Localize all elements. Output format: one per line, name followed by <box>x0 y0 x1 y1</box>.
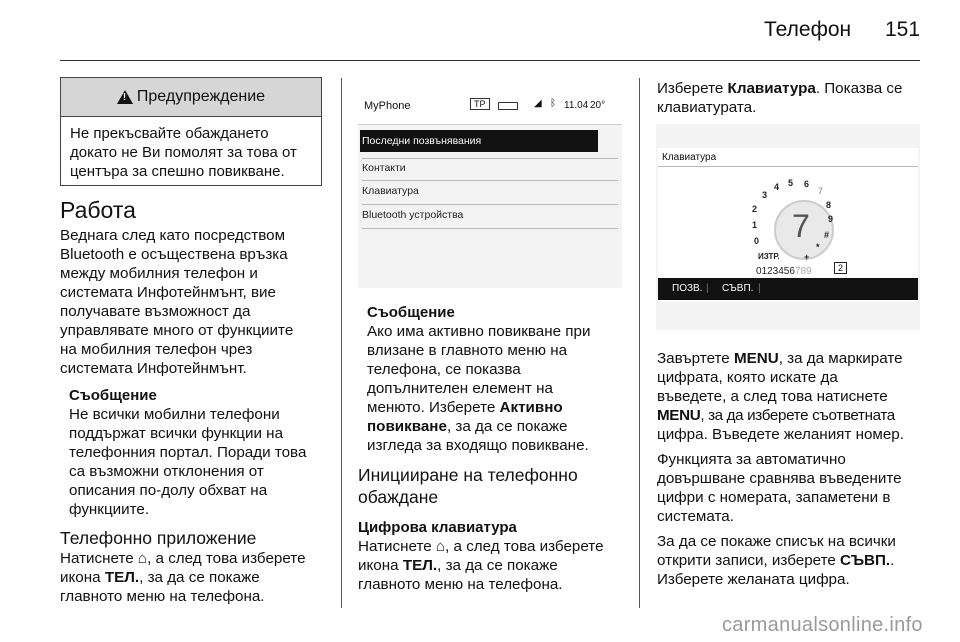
dial-digit[interactable]: 7 <box>818 186 824 196</box>
dial-digit[interactable]: * <box>816 242 820 252</box>
home-icon: ⌂ <box>435 538 446 555</box>
warning-box <box>60 77 322 186</box>
text-line: Веднага след като посредством <box>60 227 286 244</box>
column-1 <box>60 197 335 606</box>
divider <box>362 180 618 181</box>
text-line: менюто. Изберете Активно <box>367 399 563 416</box>
text-line: са възможни отклонения от <box>69 463 264 480</box>
text-line: икона ТЕЛ., за да се покаже <box>60 569 260 586</box>
text-line: Изберете Клавиатура. Показва се <box>657 80 903 97</box>
text-line: повикване, за да се покаже <box>367 418 568 435</box>
text-line: на мобилния телефон чрез <box>60 341 253 358</box>
header-rule <box>60 60 920 61</box>
text-line: функциите. <box>69 501 150 518</box>
dial-digit[interactable]: 3 <box>762 190 768 200</box>
separator: | <box>758 283 761 294</box>
divider <box>362 158 618 159</box>
watermark: carmanualsonline.info <box>722 614 923 636</box>
text-line: довършване сравнява въведените <box>657 470 902 487</box>
text-line: Не всички мобилни телефони <box>69 406 280 423</box>
status-bar <box>358 92 622 125</box>
text-line: цифри с номерата, запаметени в <box>657 489 891 506</box>
text-line: поддържат всички функции на <box>69 425 284 442</box>
text-line: За да се покаже списък на всички <box>657 533 896 550</box>
entered-number: 0123456789 <box>756 266 812 277</box>
text-line: цифрата, която искате да <box>657 369 838 386</box>
divider <box>362 204 618 205</box>
warning-text: Не прекъсвайте обаждането докато не Ви помолят за това от центъра за спешно повикване. <box>70 125 297 180</box>
text-line: системата. <box>657 508 734 525</box>
dial-digit[interactable]: 1 <box>752 220 758 230</box>
page-number: 151 <box>885 18 921 41</box>
phone-menu-screenshot <box>358 92 622 288</box>
text-line: Функцията за автоматично <box>657 451 846 468</box>
note-block <box>69 386 335 519</box>
bluetooth-icon: ᛒ <box>550 98 556 109</box>
column-3-top <box>657 79 922 117</box>
match-button[interactable]: СЪВП. <box>722 283 754 294</box>
text-line: получавате възможност да <box>60 303 251 320</box>
text-line: системата Инфотейнмънт. <box>60 360 247 377</box>
divider <box>658 166 918 167</box>
warning-header <box>61 78 321 117</box>
warning-title: Предупреждение <box>136 88 266 105</box>
text-line: влизане в главното меню на <box>367 342 568 359</box>
keypad-action-bar <box>658 278 918 300</box>
signal-icon: ◢ <box>534 98 542 109</box>
note-block-2 <box>367 303 634 455</box>
selected-digit: 7 <box>792 208 810 244</box>
operation-text <box>60 226 335 378</box>
clear-key[interactable]: ИЗТР. <box>758 252 780 261</box>
dial-digit[interactable]: 9 <box>828 214 834 224</box>
text-line: телефонния портал. Поради това <box>69 444 307 461</box>
dial-digit[interactable]: 0 <box>754 236 760 246</box>
keypad-screenshot <box>656 124 920 330</box>
screen-title: Клавиатура <box>662 152 717 163</box>
dial-digit[interactable]: # <box>824 230 830 240</box>
text-line: MENU, за да изберете съответната <box>657 407 895 424</box>
text-line: Завъртете MENU, за да маркирате <box>657 350 903 367</box>
menu-item-keypad[interactable]: Клавиатура <box>362 185 419 197</box>
column-divider-1 <box>341 78 342 608</box>
text-line: цифра. Въведете желаният номер. <box>657 426 904 443</box>
text-line: Ако има активно повикване при <box>367 323 591 340</box>
paragraph-autocomplete <box>657 450 927 526</box>
screen-title: MyPhone <box>364 100 411 112</box>
text-line: Натиснете ⌂, а след това изберете <box>358 538 604 555</box>
home-icon: ⌂ <box>137 550 148 567</box>
warning-icon <box>117 90 133 104</box>
text-line: Натиснете ⌂, а след това изберете <box>60 550 306 567</box>
dial-digit[interactable]: 8 <box>826 200 832 210</box>
text-line: клавиатурата. <box>657 99 757 116</box>
heading-operation: Работа <box>60 197 136 223</box>
text-line: телефона, се показва <box>367 361 521 378</box>
dial-digit[interactable]: 4 <box>774 182 780 192</box>
text-line: главното меню на телефона. <box>358 576 563 593</box>
text-line: управлявате много от функциите <box>60 322 294 339</box>
dial-digit[interactable]: 5 <box>788 178 794 188</box>
paragraph-match-list <box>657 532 927 589</box>
text-line: описания по-долу обхват на <box>69 482 268 499</box>
column-2 <box>358 303 634 594</box>
match-count: 2 <box>834 262 847 274</box>
dial-digit[interactable]: 6 <box>804 179 810 189</box>
separator: | <box>706 283 709 294</box>
text-line: изгледа за входящо повикване. <box>367 437 589 454</box>
subheading-keypad: Цифрова клавиатура <box>358 519 517 536</box>
battery-icon <box>498 102 518 110</box>
heading-phone-app: Телефонно приложение <box>60 528 257 548</box>
dial-digit[interactable]: 2 <box>752 204 758 214</box>
text-line: икона ТЕЛ., за да се покаже <box>358 557 558 574</box>
menu-item-bluetooth-devices[interactable]: Bluetooth устройства <box>362 209 464 221</box>
text-line: открити записи, изберете СЪВП.. <box>657 552 895 569</box>
dial-digit[interactable]: + <box>804 252 810 262</box>
clock: 11.04 <box>564 100 589 111</box>
note-title: Съобщение <box>367 304 455 321</box>
menu-item-recent-calls[interactable]: Последни позвънявания <box>362 135 482 147</box>
column-3-bottom <box>657 349 927 589</box>
text-line: допълнителен елемент на <box>367 380 553 397</box>
text-line: главното меню на телефона. <box>60 588 265 605</box>
temperature: 20° <box>590 100 606 111</box>
call-button[interactable]: ПОЗВ. <box>672 283 703 294</box>
menu-item-contacts[interactable]: Контакти <box>362 162 406 174</box>
text-line: системата Инфотейнмънт, вие <box>60 284 276 301</box>
text-line: въведете, а след това натиснете <box>657 388 888 405</box>
running-header-title: Телефон <box>764 18 852 41</box>
text-line: Изберете желаната цифра. <box>657 571 850 588</box>
column-divider-2 <box>639 78 640 608</box>
tp-indicator: TP <box>470 98 490 110</box>
text-line: между мобилния телефон и <box>60 265 258 282</box>
divider <box>362 228 618 229</box>
text-line: Bluetooth е осъществена връзка <box>60 246 288 263</box>
heading-initiate-call: Иницииране на телефонно обаждане <box>358 465 578 507</box>
note-title: Съобщение <box>69 387 157 404</box>
